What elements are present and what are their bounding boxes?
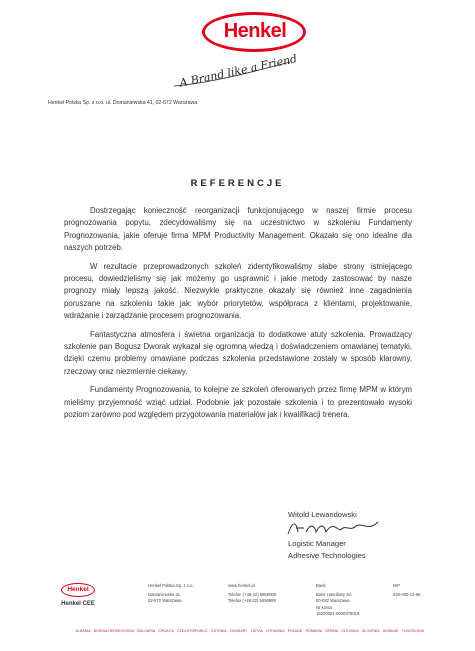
footer-phone: Telefon (+48-22) 5656000: [228, 592, 277, 598]
footer-bank-label: Bank: [316, 583, 326, 588]
footer: [58, 583, 438, 623]
footer-nip-value: 526-000-14-96: [393, 592, 421, 598]
footer-website: www.henkel.pl: [228, 583, 255, 588]
footer-account-label: Nr konta:: [316, 604, 333, 610]
footer-logo-sub: Henkel CEE: [61, 601, 95, 607]
footer-account-number: 16200001-0000378018: [316, 610, 360, 616]
footer-bank: [316, 583, 359, 617]
slogan-text: A Brand like a Friend: [178, 52, 299, 90]
footer-fax: Telefax (+48-22) 5656999: [228, 598, 276, 604]
footer-nip: [393, 583, 420, 598]
footer-street: Domaniewska 41: [148, 592, 181, 598]
footer-logo: [58, 583, 98, 613]
footer-company-name: Henkel Polska Sp. z o.o.: [148, 583, 194, 588]
footer-city: 02-672 Warszawa: [148, 598, 182, 604]
signatory-role: Logistic Manager: [288, 539, 346, 548]
footer-logo-text: Henkel: [67, 586, 89, 593]
logo-text: Henkel: [223, 20, 287, 42]
paragraph: Fantastyczna atmosfera i świetna organizacja to dodatkowe atuty szkolenia. Prowadzący szkolenie pan Bogusz Dworak wykazał się ogromną wiedzą i doświadczeniem omawianej tematyki, dzięki czemu problemy omawiane podczas szkolenia przedstawione zostały w sposób klarowny, rzeczowy oraz niezmiernie ciekawy.: [64, 329, 412, 376]
footer-bank-city: 00-082 Warszawa: [316, 598, 350, 604]
signature-block: [288, 510, 398, 570]
document-title: REFERENCJE: [190, 178, 285, 189]
footer-contact: [228, 583, 276, 605]
paragraph: W rezultacie przeprowadzonych szkoleń zidentyfikowaliśmy słabe strony istniejącego procesu, dowiedzieliśmy się jak możemy go usprawnić i jakie metody zastosować by nasze prognozy miały lepszą jakość. Niezwykle praktyczne okazały się również inne zagadnienia poruszane na szkoleniu takie jak: wybór priorytetów, współpraca z klientami, projektowanie, wdrażanie i zarządzanie procesem prognozowania.: [64, 261, 412, 321]
footer-bank-name: Bank Handlowy SA: [316, 592, 352, 598]
signatory-name: Witold Lewandowski: [288, 510, 357, 519]
signatory-department: Adhesive Technologies: [288, 551, 366, 560]
sender-address: Henkel Polska Sp. z o.o. ul. Domaniewska 41, 02-672 Warszawa: [48, 100, 198, 106]
footer-nip-label: NIP: [393, 583, 400, 588]
footer-countries: ALBANIA · BOSNIA-HERZEGOVINA · BULGARIA · CROATIA · CZECH REPUBLIC · ESTONIA · HUNGARY · LATVIA · LITHUANIA · POLAND · ROMANIA · SERBIA · SLOVAKIA · SLOVENIA · UKRAINE · YUGOSLAVIA: [75, 629, 425, 633]
slogan-signature: [170, 44, 310, 94]
paragraph: Fundamenty Prognozowania, to kolejne ze szkoleń oferowanych przez firmę MPM w którym mieliśmy przyjemność wziąć udział. Podobnie jak pozostałe szkolenia i to prezentowało wysoki poziom zarówno pod względem przygotowania materiałów jak i kwalifikacji trenera.: [64, 385, 412, 420]
paragraph: Dostrzegając konieczność reorganizacji funkcjonującego w naszej firmie procesu prognozowania popytu, zdecydowaliśmy się na uczestnictwo w szkoleniu Fundamenty Prognozowania, jakie oferuje firma MPM Productivity Management. Okazało się ono idealne dla naszych potrzeb.: [64, 206, 412, 253]
handwritten-signature: [284, 518, 384, 538]
letter-body: [64, 205, 412, 428]
footer-company: [148, 583, 194, 605]
